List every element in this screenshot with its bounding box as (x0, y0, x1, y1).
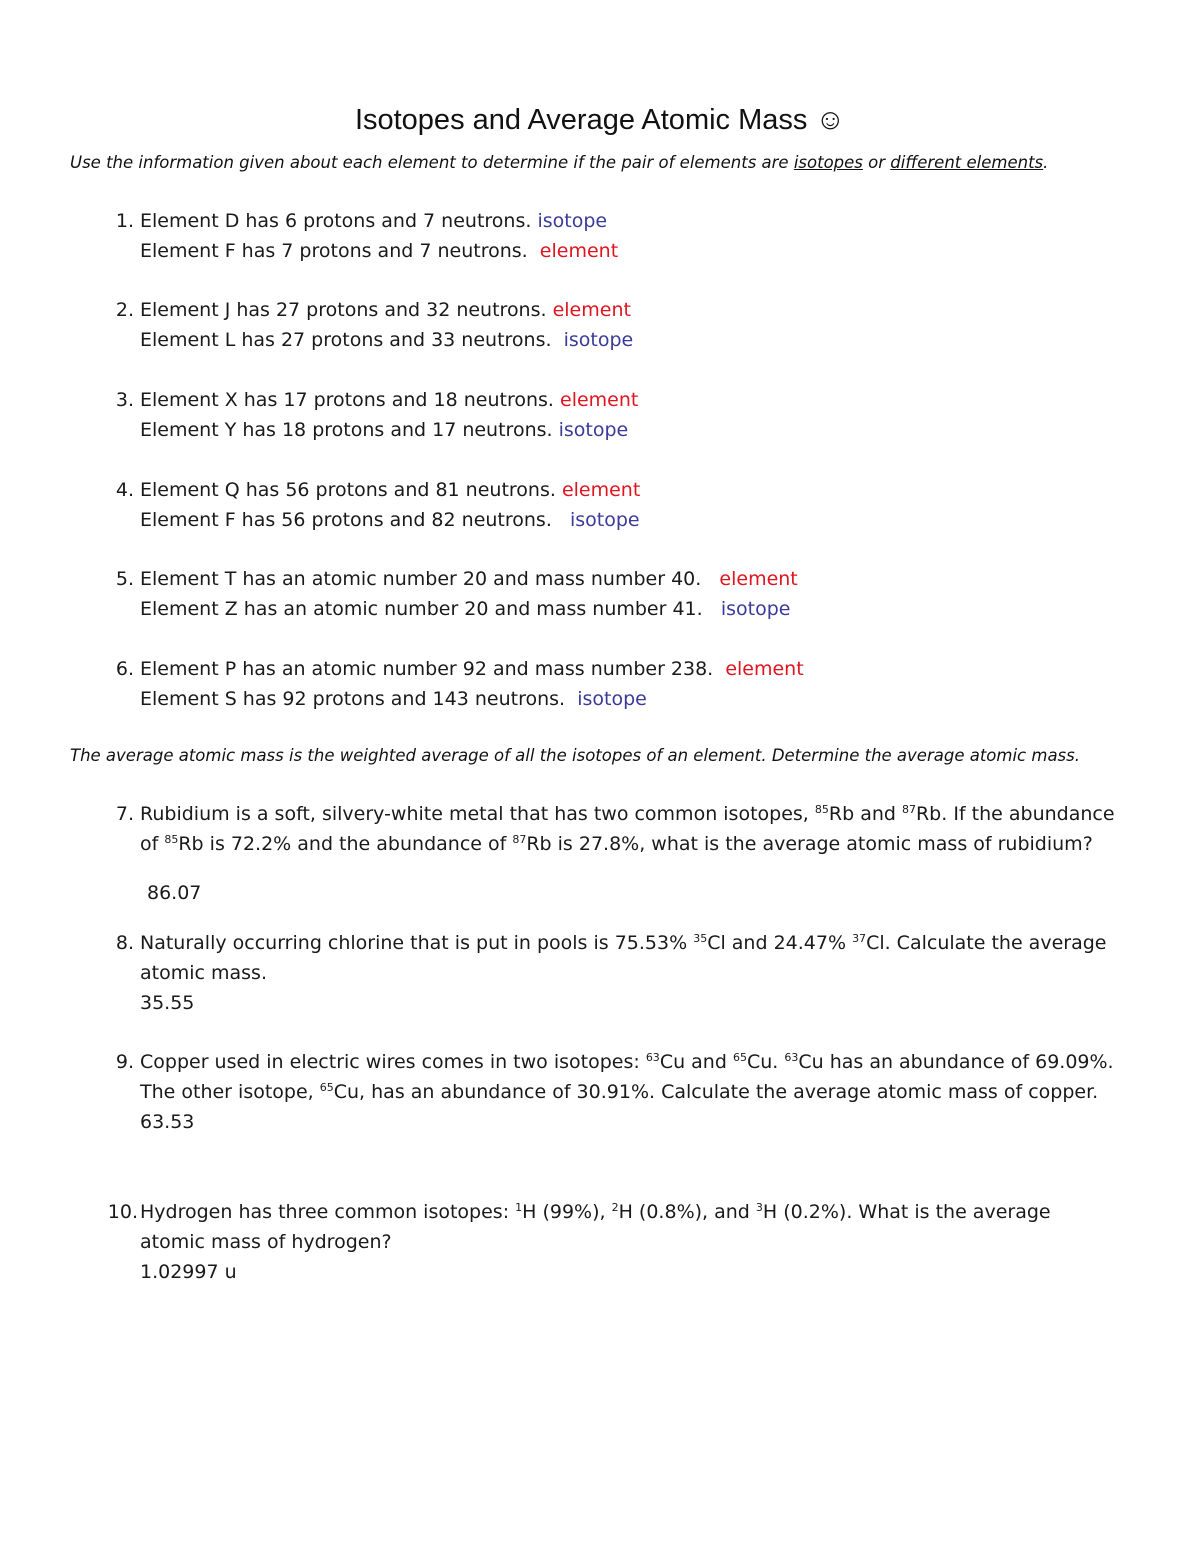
answer-value: 63.53 (140, 1111, 195, 1133)
question-line: atomic mass. (140, 962, 267, 984)
answer-element: element (719, 568, 798, 590)
answer-isotope: isotope (563, 329, 634, 351)
question-line: Element J has 27 protons and 32 neutrons. element (140, 299, 631, 321)
question-line: Element Z has an atomic number 20 and mass number 41. isotope (140, 598, 791, 620)
question-line: Element D has 6 protons and 7 neutrons. isotope (140, 210, 608, 232)
question-number: 4. (115, 479, 134, 501)
answer-isotope: isotope (577, 688, 647, 710)
page-title: Isotopes and Average Atomic Mass ☺ (354, 104, 846, 136)
question-number: 8. (115, 932, 134, 954)
question-line: atomic mass of hydrogen? (140, 1231, 392, 1253)
answer-element: element (561, 479, 641, 501)
question-line: Element S has 92 protons and 143 neutrons. isotope (140, 688, 647, 710)
instructions-average-mass: The average atomic mass is the weighted average of all the isotopes of an element. Determine the average atomic mass. (70, 746, 1080, 765)
question-line: Hydrogen has three common isotopes: $^1$H (99%), $^2$H (0.8%), and $^3$H (0.2%). What is the average (140, 1201, 1051, 1223)
instructions-isotopes: Use the information given about each element to determine if the pair of elements are isotopes or different elements. (70, 153, 1049, 172)
question-line: Rubidium is a soft, silvery-white metal that has two common isotopes, $^{85}$Rb and $^{87}$Rb. If the abundance (140, 803, 1115, 825)
question-line: Element Y has 18 protons and 17 neutrons. isotope (140, 419, 629, 441)
question-line: Copper used in electric wires comes in two isotopes: $^{63}$Cu and $^{65}$Cu. $^{63}$Cu has an abundance of 69.09%. (140, 1051, 1114, 1073)
question-number: 2. (115, 299, 134, 321)
answer-isotope: isotope (570, 509, 640, 531)
question-number: 3. (115, 389, 134, 411)
answer-value: 35.55 (140, 992, 195, 1014)
question-number: 1. (115, 210, 134, 232)
question-line: Element X has 17 protons and 18 neutrons. element (140, 389, 639, 411)
underlined-isotopes: isotopes (793, 153, 863, 172)
answer-element: element (725, 658, 804, 680)
question-line: Element T has an atomic number 20 and mass number 40. element (140, 568, 798, 590)
answer-value: 1.02997 u (140, 1261, 237, 1283)
question-number: 6. (115, 658, 134, 680)
question-number: 10. (107, 1201, 138, 1223)
answer-isotope: isotope (720, 598, 791, 620)
question-line: Element L has 27 protons and 33 neutrons. isotope (140, 329, 634, 351)
question-line: Element F has 56 protons and 82 neutrons. isotope (140, 509, 640, 531)
answer-element: element (560, 389, 639, 411)
question-line: Element Q has 56 protons and 81 neutrons. element (140, 479, 641, 501)
question-line: of $^{85}$Rb is 72.2% and the abundance of $^{87}$Rb is 27.8%, what is the average atomic mass of rubidium? (140, 833, 1093, 855)
answer-element: element (552, 299, 631, 321)
question-number: 7. (115, 803, 134, 825)
answer-isotope: isotope (537, 210, 608, 232)
underlined-different-elements: different elements (890, 153, 1044, 172)
question-number: 9. (115, 1051, 134, 1073)
answer-isotope: isotope (558, 419, 629, 441)
question-line: Element P has an atomic number 92 and mass number 238. element (140, 658, 804, 680)
answer-element: element (539, 240, 619, 262)
answer-value: 86.07 (147, 882, 202, 904)
question-line: The other isotope, $^{65}$Cu, has an abundance of 30.91%. Calculate the average atomic mass of copper. (140, 1081, 1099, 1103)
question-line: Element F has 7 protons and 7 neutrons. element (140, 240, 619, 262)
question-line: Naturally occurring chlorine that is put in pools is 75.53% $^{35}$Cl and 24.47% $^{37}$Cl. Calculate the average (140, 932, 1107, 954)
question-number: 5. (115, 568, 134, 590)
